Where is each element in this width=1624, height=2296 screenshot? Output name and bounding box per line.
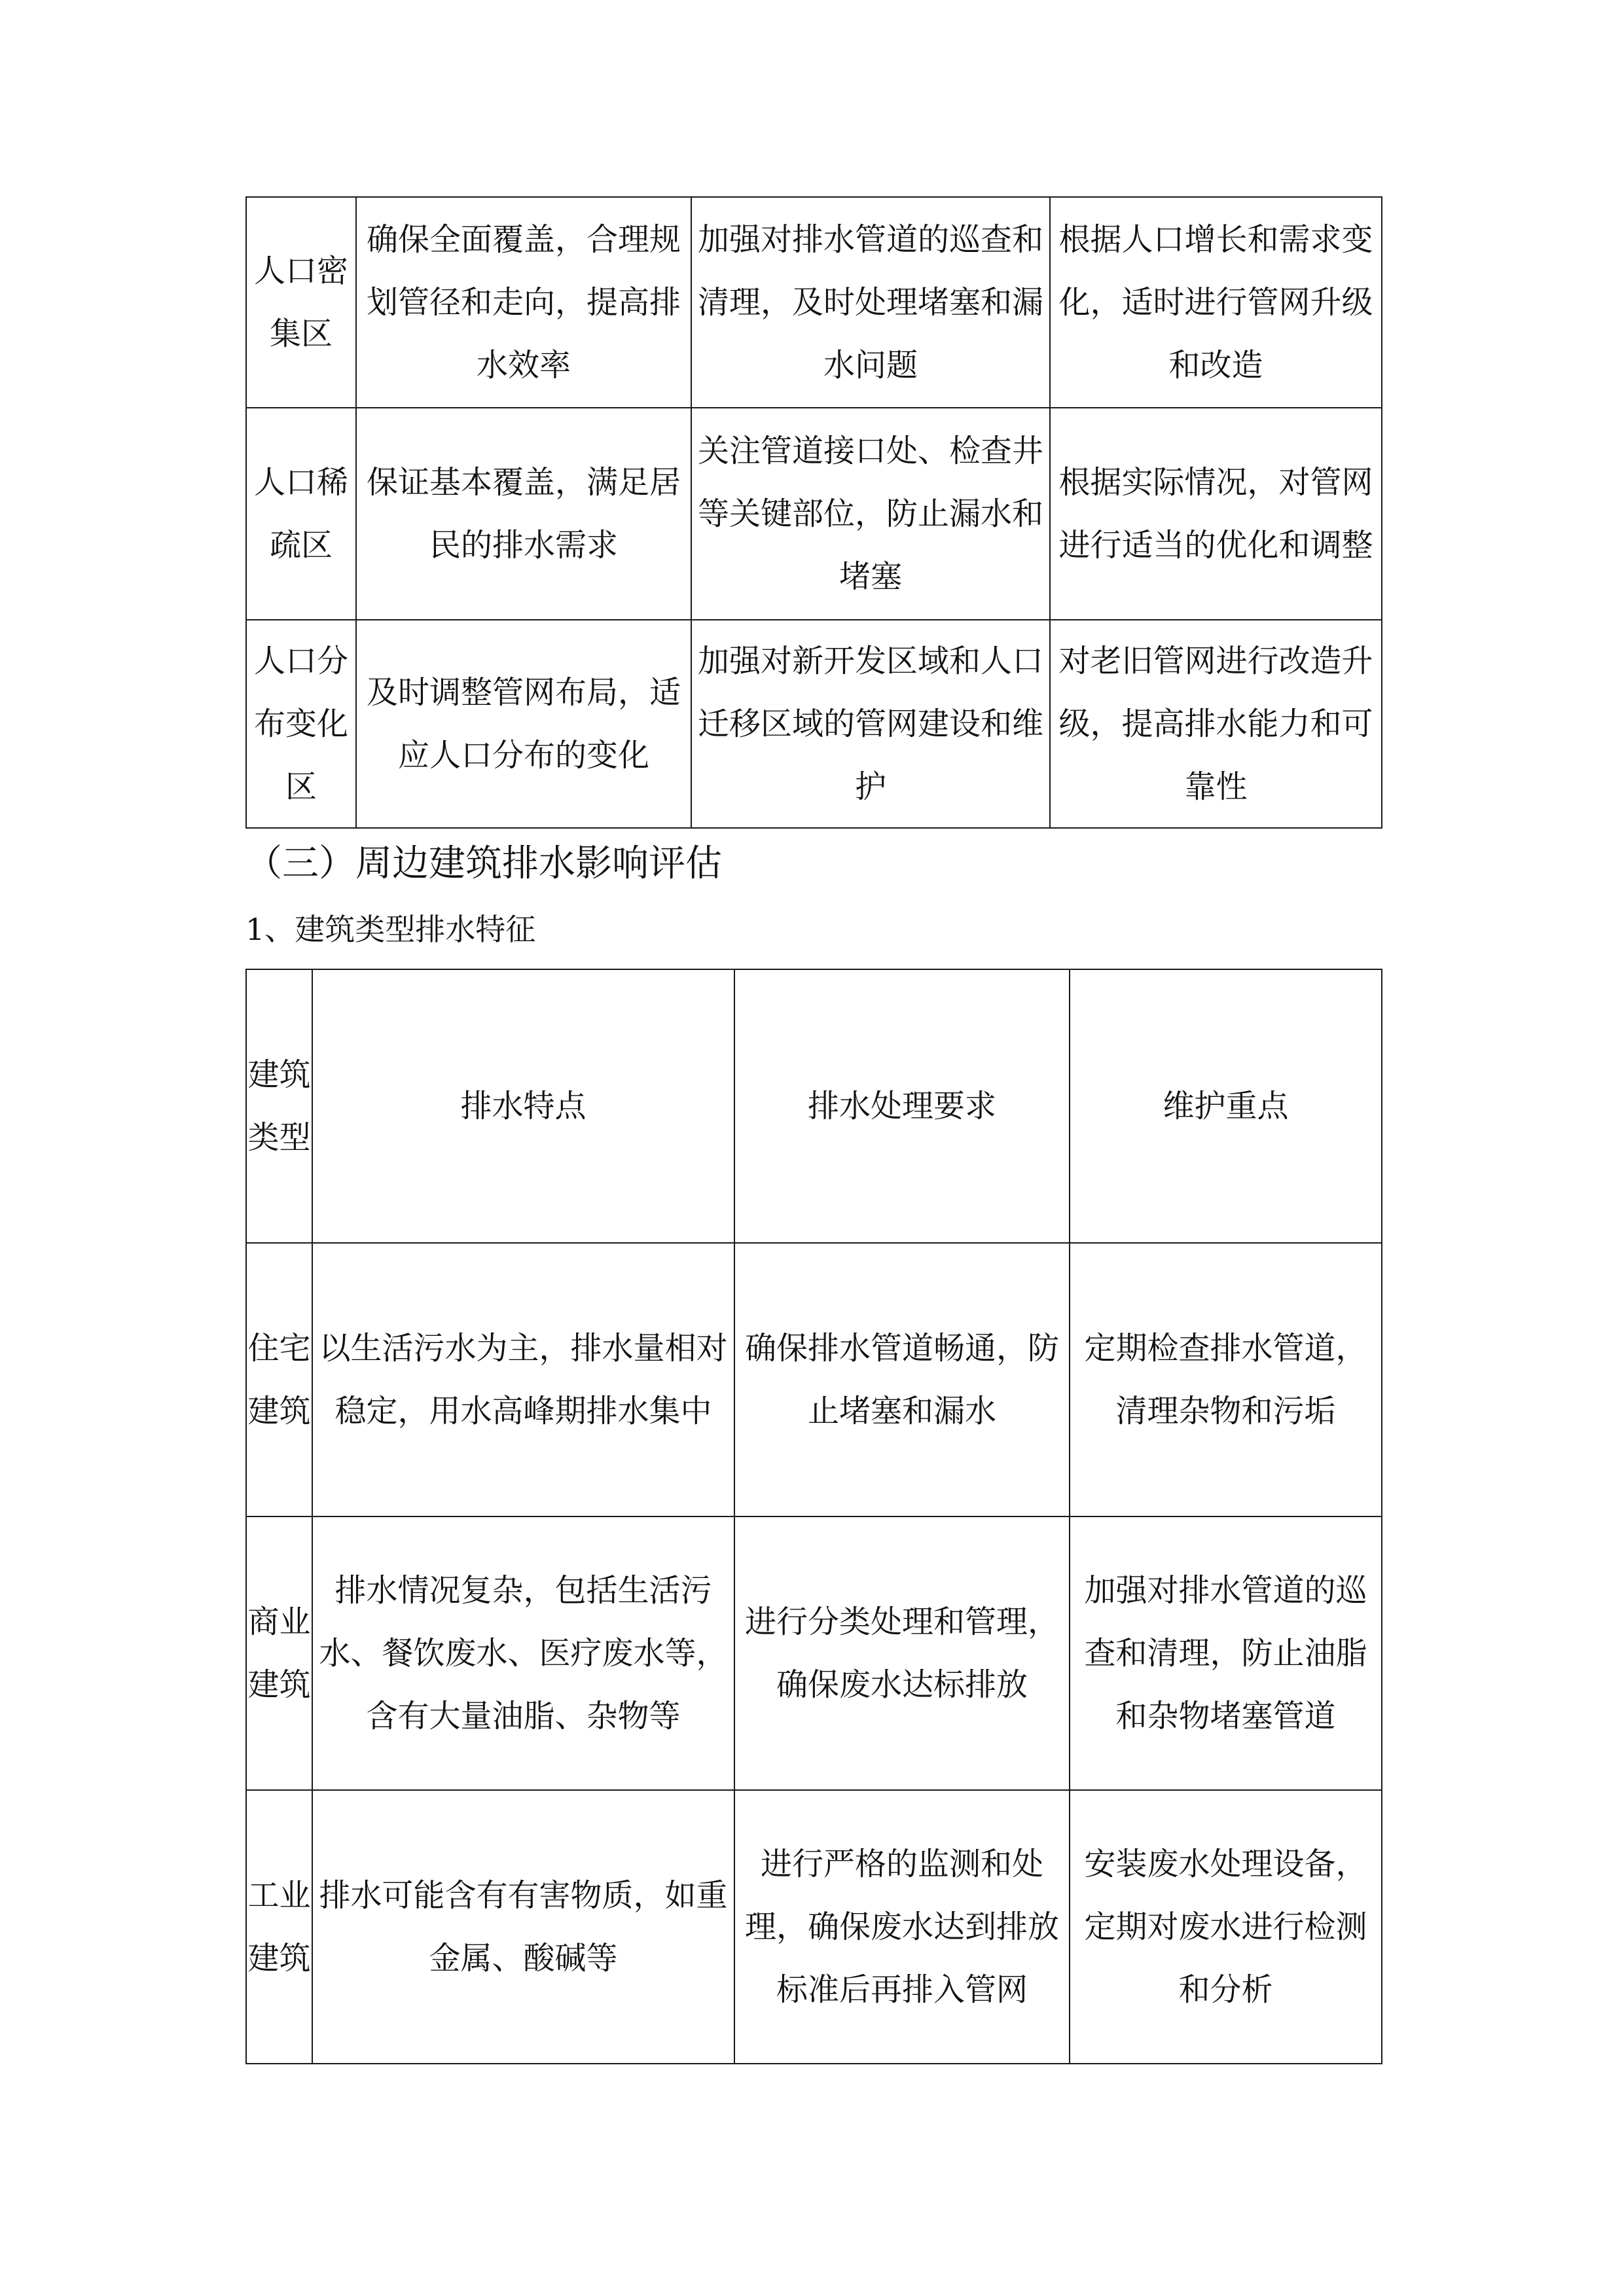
table-row [246, 620, 1382, 828]
region-cell: 人口稀疏区 [246, 408, 356, 620]
table-row [246, 1243, 1382, 1516]
development-cell: 根据人口增长和需求变化，适时进行管网升级和改造 [1050, 197, 1382, 408]
building-drainage-table [245, 969, 1382, 2064]
building-type-cell: 商业建筑 [246, 1516, 312, 1790]
table-header-row [246, 969, 1382, 1243]
maintenance-cell: 加强对排水管道的巡查和清理，及时处理堵塞和漏水问题 [691, 197, 1050, 408]
table-row [246, 197, 1382, 408]
header-maintenance-focus: 维护重点 [1070, 969, 1382, 1243]
maintenance-cell: 关注管道接口处、检查井等关键部位，防止漏水和堵塞 [691, 408, 1050, 620]
maintenance-cell: 加强对排水管道的巡查和清理，防止油脂和杂物堵塞管道 [1070, 1516, 1382, 1790]
maintenance-cell: 加强对新开发区域和人口迁移区域的管网建设和维护 [691, 620, 1050, 828]
header-drainage-features: 排水特点 [312, 969, 734, 1243]
features-cell: 以生活污水为主，排水量相对稳定，用水高峰期排水集中 [312, 1243, 734, 1516]
header-treatment-requirements: 排水处理要求 [734, 969, 1070, 1243]
features-cell: 排水情况复杂，包括生活污水、餐饮废水、医疗废水等，含有大量油脂、杂物等 [312, 1516, 734, 1790]
section-heading: （三）周边建筑排水影响评估 [245, 842, 722, 885]
table-row [246, 408, 1382, 620]
building-type-cell: 住宅建筑 [246, 1243, 312, 1516]
table-row [246, 1516, 1382, 1790]
maintenance-cell: 定期检查排水管道，清理杂物和污垢 [1070, 1243, 1382, 1516]
maintenance-cell: 安装废水处理设备，定期对废水进行检测和分析 [1070, 1790, 1382, 2064]
header-building-type: 建筑类型 [246, 969, 312, 1243]
population-drainage-table [245, 196, 1382, 829]
table-row [246, 1790, 1382, 2064]
development-cell: 根据实际情况，对管网进行适当的优化和调整 [1050, 408, 1382, 620]
requirements-cell: 进行分类处理和管理，确保废水达标排放 [734, 1516, 1070, 1790]
requirements-cell: 确保排水管道畅通，防止堵塞和漏水 [734, 1243, 1070, 1516]
features-cell: 排水可能含有有害物质，如重金属、酸碱等 [312, 1790, 734, 2064]
building-type-cell: 工业建筑 [246, 1790, 312, 2064]
layout-cell: 保证基本覆盖，满足居民的排水需求 [356, 408, 691, 620]
development-cell: 对老旧管网进行改造升级，提高排水能力和可靠性 [1050, 620, 1382, 828]
layout-cell: 及时调整管网布局，适应人口分布的变化 [356, 620, 691, 828]
region-cell: 人口密集区 [246, 197, 356, 408]
layout-cell: 确保全面覆盖，合理规划管径和走向，提高排水效率 [356, 197, 691, 408]
requirements-cell: 进行严格的监测和处理，确保废水达到排放标准后再排入管网 [734, 1790, 1070, 2064]
subsection-heading: 1、建筑类型排水特征 [245, 912, 536, 947]
region-cell: 人口分布变化区 [246, 620, 356, 828]
